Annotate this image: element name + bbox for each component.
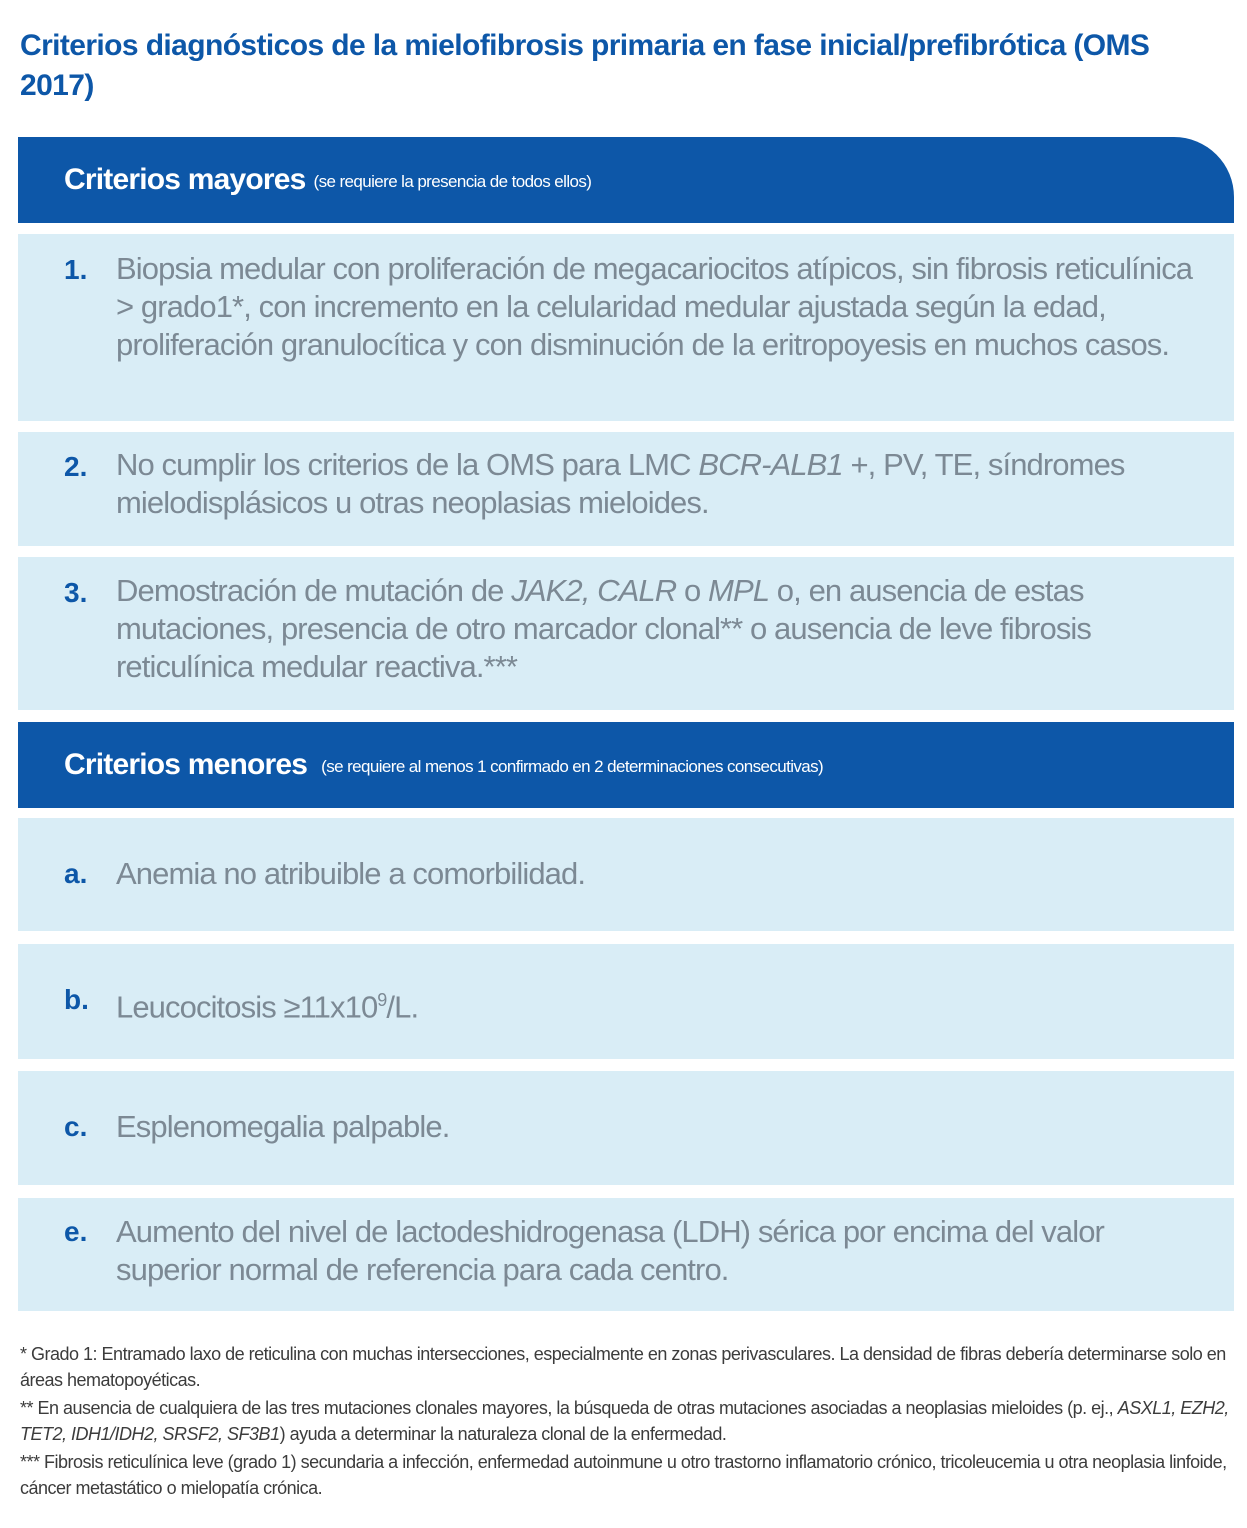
criterion-text: [116, 981, 1194, 1026]
footnote-3: *** Fibrosis reticulínica leve (grado 1) secundaria a infección, enfermedad autoinmune u otro trastorno inflamatorio crónico, tricoleucemia u otra neoplasia linfoide, cáncer metastático o mielopatía crónica.: [20, 1452, 1227, 1498]
page-title: Criterios diagnósticos de la mielofibrosis primaria en fase inicial/prefibrótica (OMS 2017): [20, 29, 1150, 102]
minor-criterion-b: [18, 944, 1234, 1059]
criterion-marker: b.: [64, 984, 89, 1015]
criterion-marker: 3.: [64, 577, 88, 608]
text-part: o: [676, 573, 709, 608]
criterion-marker: c.: [64, 1111, 88, 1142]
text-part: /L.: [386, 989, 419, 1025]
major-criterion-2: [18, 432, 1234, 546]
criterion-text: [116, 572, 1194, 686]
gene-name: JAK2, CALR: [511, 573, 677, 608]
minor-criteria-heading: Criterios menores: [64, 748, 308, 781]
minor-criterion-a: [18, 818, 1234, 931]
criterion-marker: a.: [64, 858, 88, 889]
major-criterion-1: [18, 234, 1234, 421]
major-criteria-header: [18, 137, 1234, 223]
gene-name: MPL: [708, 573, 770, 608]
text-part: +, PV, TE, síndromes mielodisplásicos u otras neoplasias mieloides.: [116, 447, 1125, 520]
major-criterion-3: [18, 557, 1234, 710]
criterion-text: Aumento del nivel de lactodeshidrogenasa (LDH) sérica por encima del valor superior normal de referencia para cada centro.: [116, 1214, 1104, 1287]
gene-name: BCR-ALB1: [698, 447, 843, 482]
text-part: Demostración de mutación de: [116, 573, 512, 608]
criterion-text: Anemia no atribuible a comorbilidad.: [116, 856, 586, 891]
criterion-text: [116, 446, 1194, 522]
footnote-1: * Grado 1: Entramado laxo de reticulina con muchas intersecciones, especialmente en zonas perivasculares. La densidad de fibras debería determinarse solo en áreas hematopoyéticas.: [20, 1344, 1226, 1390]
text-part: Leucocitosis ≥11x10: [116, 989, 378, 1025]
minor-criterion-c: [18, 1071, 1234, 1185]
major-criteria-note: (se requiere la presencia de todos ellos): [313, 172, 592, 191]
exponent: 9: [377, 990, 387, 1010]
gene-list: ASXL1, EZH2, TET2, IDH1/IDH2, SRSF2, SF3B1: [20, 1398, 1229, 1444]
footnote-2: [20, 1395, 1230, 1447]
criterion-marker: 2.: [64, 451, 88, 482]
minor-criterion-e: [18, 1198, 1234, 1311]
text-part: ) ayuda a determinar la naturaleza clonal de la enfermedad.: [279, 1424, 727, 1444]
minor-criteria-note: (se requiere al menos 1 confirmado en 2 determinaciones consecutivas): [321, 757, 824, 776]
text-part: o, en ausencia de estas mutaciones, presencia de otro marcador clonal** o ausencia de leve fibrosis reticulínica medular reactiva.***: [116, 573, 1092, 684]
criterion-text: Biopsia medular con proliferación de megacariocitos atípicos, sin fibrosis reticulínica > grado1*, con incremento en la celularidad medular ajustada según la edad, proliferación granulocítica y con disminución de la eritropoyesis en muchos casos.: [116, 251, 1193, 362]
criterion-marker: e.: [64, 1216, 88, 1247]
footnotes: [20, 1341, 1230, 1503]
criterion-text: Esplenomegalia palpable.: [116, 1109, 450, 1144]
criterion-marker: 1.: [64, 254, 88, 285]
major-criteria-heading: Criterios mayores: [64, 163, 306, 196]
text-part: No cumplir los criterios de la OMS para LMC: [116, 447, 699, 482]
minor-criteria-header: [18, 722, 1234, 808]
text-part: ** En ausencia de cualquiera de las tres mutaciones clonales mayores, la búsqueda de otras mutaciones asociadas a neoplasias mieloides (p. ej.,: [20, 1398, 1118, 1418]
